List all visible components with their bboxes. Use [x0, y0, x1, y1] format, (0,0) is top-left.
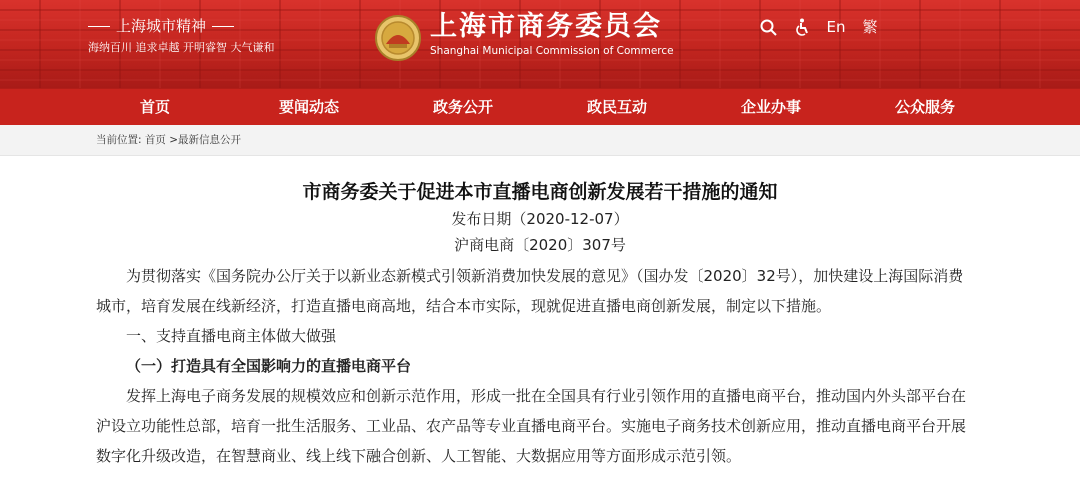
header-tools: [758, 16, 880, 38]
subsection-heading: （一）打造具有全国影响力的直播电商平台: [126, 357, 412, 375]
article-paragraph: 为贯彻落实《国务院办公厅关于以新业态新模式引领新消费加快发展的意见》（国办发〔2020〕32号），加快建设上海国际消费城市，培育发展在线新经济，打造直播电商高地，结合本市实际，现就促进直播电商创新发展，制定以下措施。: [96, 267, 964, 315]
breadcrumb-separator: >: [165, 134, 179, 146]
language-english-link[interactable]: En: [826, 18, 846, 36]
article-paragraph: 发挥上海电子商务发展的规模效应和创新示范作用，形成一批在全国具有行业引领作用的直播电商平台，推动国内外头部平台在沪设立功能性总部，培育一批生活服务、工业品、农产品等专业直播电商平台。实施电子商务技术创新应用，推动直播电商平台开展数字化升级改造，在智慧商业、线上线下融合创新、人工智能、大数据应用等方面形成示范引领。: [96, 387, 967, 465]
search-icon[interactable]: [758, 16, 778, 38]
nav-item-business[interactable]: 企业办事: [740, 98, 801, 116]
article-body: [96, 261, 976, 471]
site-title: 上海市商务委员会: [430, 11, 662, 42]
city-spirit-title: [88, 16, 308, 36]
language-traditional-link[interactable]: 繁: [862, 18, 878, 36]
nav-item-interaction[interactable]: 政民互动: [586, 98, 647, 116]
header-banner: [0, 0, 1080, 88]
article-title: 市商务委关于促进本市直播电商创新发展若干措施的通知: [302, 181, 778, 203]
city-spirit-title-text: 上海城市精神: [116, 17, 207, 35]
breadcrumb: [0, 125, 1080, 155]
nav-item-gov-affairs[interactable]: 政务公开: [432, 98, 493, 116]
breadcrumb-bar: [0, 125, 1080, 156]
article: [0, 180, 1080, 471]
nav-item-home[interactable]: 首页: [139, 98, 170, 116]
breadcrumb-prefix: 当前位置:: [96, 134, 145, 146]
site-brand[interactable]: [430, 10, 674, 58]
emblem-logo[interactable]: [374, 14, 422, 62]
breadcrumb-current-link[interactable]: 最新信息公开: [178, 134, 242, 146]
article-date: 发布日期（2020-12-07）: [451, 210, 629, 228]
divider: [88, 26, 110, 27]
nav-item-public-service[interactable]: 公众服务: [894, 98, 955, 116]
accessibility-icon[interactable]: [792, 16, 812, 38]
article-document-number: 沪商电商〔2020〕307号: [454, 236, 626, 254]
site-title-en: Shanghai Municipal Commission of Commerce: [430, 45, 674, 57]
nav-item-news[interactable]: 要闻动态: [278, 98, 339, 116]
section-heading: 一、支持直播电商主体做大做强: [126, 327, 337, 345]
city-spirit-motto: 海纳百川 追求卓越 开明睿智 大气谦和: [88, 41, 275, 54]
city-spirit: [88, 16, 308, 56]
breadcrumb-home-link[interactable]: 首页: [144, 134, 166, 146]
main-nav: [0, 88, 1080, 125]
divider: [212, 26, 234, 27]
